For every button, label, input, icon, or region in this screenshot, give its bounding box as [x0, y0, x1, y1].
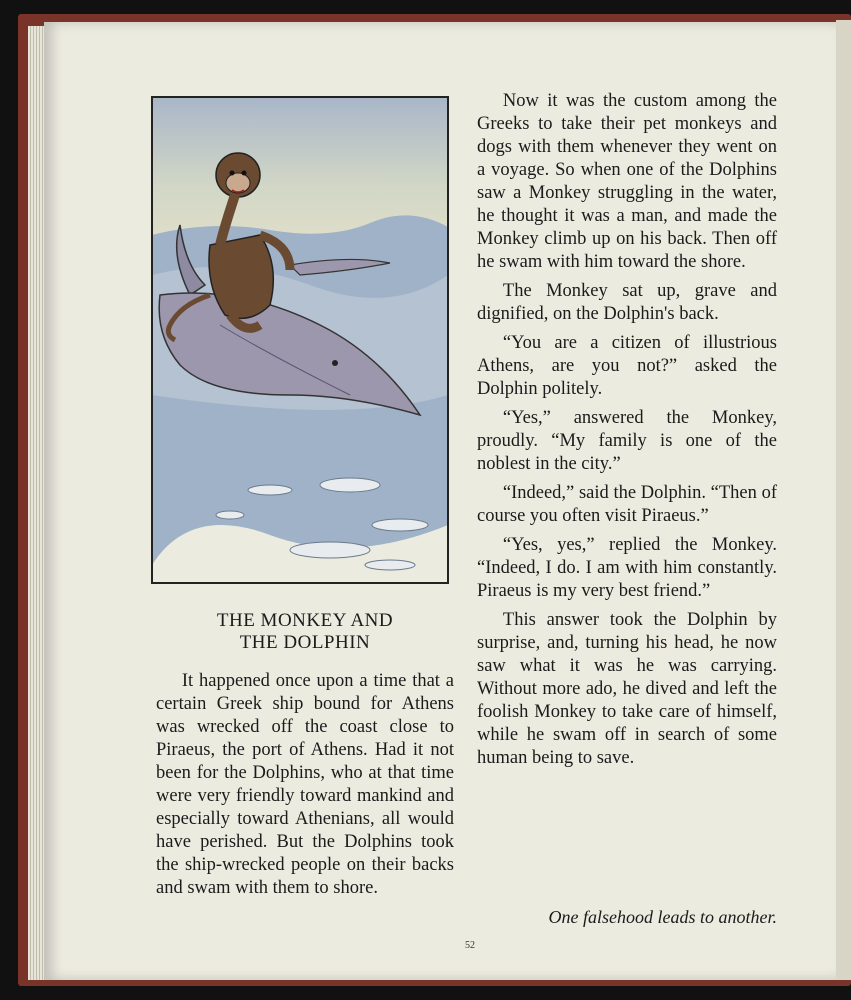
right-paragraph-5: “Indeed,” said the Dolphin. “Then of course you often visit Piraeus.”: [477, 483, 777, 526]
left-column: [156, 670, 454, 906]
title-line-2: THE DOLPHIN: [239, 632, 371, 653]
right-paragraph-4: “Yes,” answered the Monkey, proudly. “My family is one of the noblest in the city.”: [477, 408, 777, 474]
moral-line: One falsehood leads to another.: [548, 907, 777, 927]
facing-page-edge: [836, 20, 851, 980]
title-line-1: THE MONKEY AND: [216, 610, 394, 631]
story-title: [155, 610, 455, 654]
monkey-dolphin-illustration: [150, 95, 450, 585]
right-paragraph-2: The Monkey sat up, grave and dignified, on the Dolphin's back.: [477, 281, 777, 324]
right-paragraph-7: This answer took the Dolphin by surprise, and, turning his head, he now saw what it was he was carrying. Without more ado, he dived and left the foolish Monkey to take care of himself, while he swam off in search of some human being to save.: [477, 610, 777, 768]
right-paragraph-6: “Yes, yes,” replied the Monkey. “Indeed, I do. I am with him constantly. Piraeus is my very best friend.”: [477, 535, 777, 601]
left-paragraph-1: It happened once upon a time that a certain Greek ship bound for Athens was wrecked off the coast close to Piraeus, the port of Athens. Had it not been for the Dolphins, who at that time were very friendly toward mankind and especially toward Athenians, all would have perished. But the Dolphins took the ship-wrecked people on their backs and swam with them to shore.: [156, 671, 454, 898]
right-paragraph-1: Now it was the custom among the Greeks to take their pet monkeys and dogs with them whenever they went on a voyage. So when one of the Dolphins saw a Monkey struggling in the water, he thought it was a man, and made the Monkey climb up on his back. Then off he swam with him toward the shore.: [477, 91, 777, 272]
page-number: 52: [465, 940, 475, 951]
right-paragraph-3: “You are a citizen of illustrious Athens, are you not?” asked the Dolphin politely.: [477, 333, 777, 399]
right-column: [477, 90, 777, 776]
